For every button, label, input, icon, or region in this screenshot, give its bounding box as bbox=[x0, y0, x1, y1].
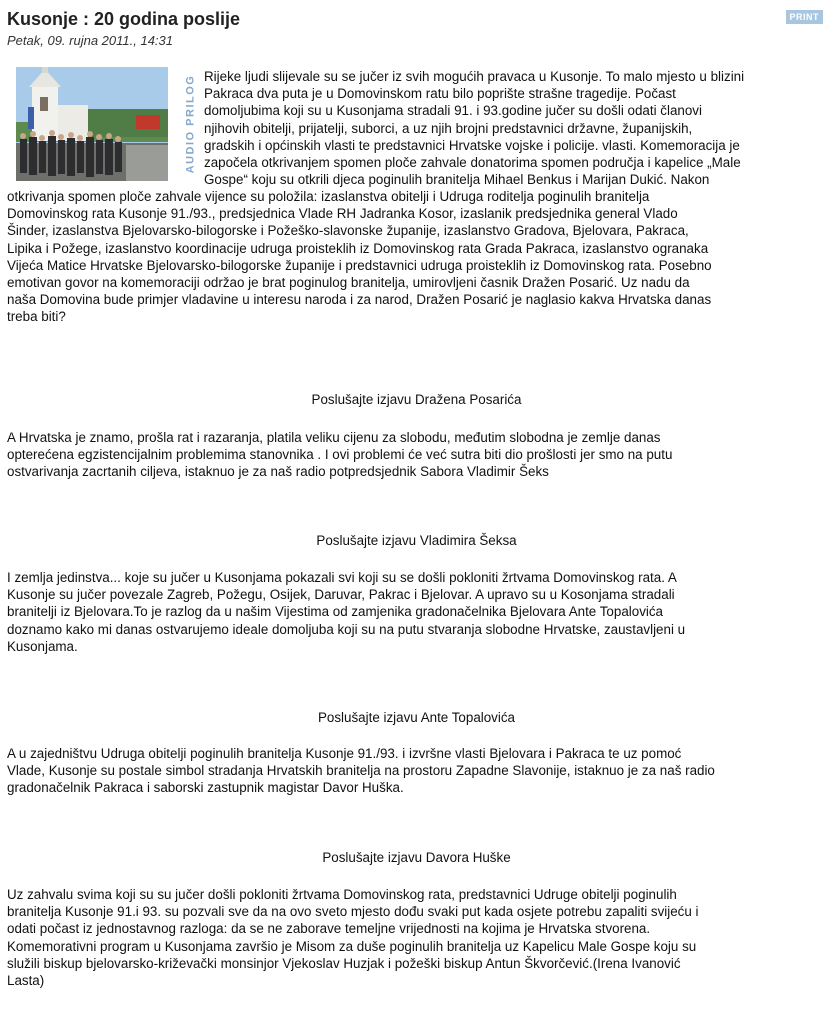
listen-link-seks[interactable]: Poslušajte izjavu Vladimira Šeksa bbox=[316, 533, 517, 548]
paragraph-1: otkrivanja spomen ploče zahvale vijence su položila: izaslanstva obitelji i Udruga roditelja poginulih branitelja Domovinskog rata Kusonje 91./93., predsjednica Vlade RH Jadranka Kosor, izaslanik predsjednika general Vlado Šinder, izaslanstva Bjelovarsko-bilogorske i Požeško-slavonske županije, izaslanstvo Gradova, Bjelovara, Pakraca, Lipika i Požege, izaslanstvo koordinacije udruga proisteklih iz Domovinskog rata Grada Pakraca, izaslanstvo ogranaka Vijeća Matice Hrvatske Bjelovarsko-bilogorske županije i predstavnici udruga proisteklih iz Domovinskog rata. Posebno emotivan govor na komemoraciji održao je brat poginulog branitelja, umirovljeni časnik Dražen Posarić. Uz nadu da naša Domovina bude primjer vladavine u interesu naroda i za narod, Dražen Posarić je naglasio kakva Hrvatska danas treba biti? bbox=[7, 189, 712, 325]
audio-prilog-label[interactable] bbox=[182, 70, 198, 178]
paragraph-2: A Hrvatska je znamo, prošla rat i razaranja, platila veliku cijenu za slobodu, međutim slobodna je zemlje danas opterećena egzistencijalnim problemima stanovnika . I ovi problemi će već sutra biti dio prošlosti jer smo na putu ostvarivanja zacrtanih ciljeva, istaknuo je za naš radio potpredsjednik Sabora Vladimir Šeks bbox=[7, 430, 673, 480]
print-button[interactable]: PRINT bbox=[786, 10, 824, 24]
article-title: Kusonje : 20 godina poslije bbox=[7, 9, 241, 29]
audio-prilog-text: AUDIO PRILOG bbox=[184, 74, 197, 174]
listen-link-topalovic[interactable]: Poslušajte izjavu Ante Topalovića bbox=[317, 710, 515, 725]
listen-link-huska[interactable]: Poslušajte izjavu Davora Huške bbox=[322, 850, 511, 865]
paragraph-3: I zemlja jedinstva... koje su jučer u Kusonjama pokazali svi koji su se došli pokloniti žrtvama Domovinskog rata. A Kusonje su jučer povezale Zagreb, Požegu, Osijek, Daruvar, Pakrac i Bjelovar. A upravo su u Kosonjama stradali branitelji iz Bjelovara.To je razlog da u našim Vijestima od zamjenika gradonačelnika Bjelovara Ante Topalovića doznamo kako mi danas ostvarujemo ideale domoljuba koji su na putu stvaranja slobodne Hrvatske, zaustavljeni u Kusonjama. bbox=[7, 570, 686, 654]
intro-paragraph: Rijeke ljudi slijevale su se jučer iz svih mogućih pravaca u Kusonje. To malo mjesto u blizini Pakraca dva puta je u Domovinskom ratu bilo poprište strašne tragedije. Počast domoljubima koji su u Kusonjama stradali 91. i 93.godine jučer su došli odati članovi njihovih obitelji, prijatelji, suborci, a uz njih brojni predstavnici državne, županijskih, gradskih i općinskih vlasti te predstavnici Hrvatske vojske i policije. vlasti. Komemoracija je započela otkrivanjem spomen ploče zahvale donatorima spomen područja i kapelice „Male Gospe“ koju su otkrili djeca poginulih branitelja Mihael Benkus i Marijan Dukić. Nakon bbox=[204, 69, 745, 188]
paragraph-4: A u zajedništvu Udruga obitelji poginulih branitelja Kusonje 91./93. i izvršne vlasti Bjelovara i Pakraca te uz pomoć Vlade, Kusonje su postale simbol stradanja Hrvatskih branitelja na prostoru Zapadne Slavonije, istaknuo je za naš radio gradonačelnik Pakraca i saborski zastupnik magistar Davor Huška. bbox=[7, 746, 715, 796]
article-photo bbox=[16, 67, 168, 181]
article-date: Petak, 09. rujna 2011., 14:31 bbox=[7, 33, 173, 48]
chapel-crowd-photo bbox=[16, 67, 168, 181]
listen-link-posaric[interactable]: Poslušajte izjavu Dražena Posarića bbox=[311, 392, 522, 407]
paragraph-5: Uz zahvalu svima koji su su jučer došli pokloniti žrtvama Domovinskog rata, predstavnici Udruge obitelji poginulih branitelja Kusonje 91.i 93. su pozvali sve da na ovo sveto mjesto dođu svaki put kada osjete potrebu zapaliti svijeću i odati počast iz jednostavnog razloga: da se ne zaborave temeljne vrijednosti na kojima je Hrvatska stvorena. Komemorativni program u Kusonjama završio je Misom za duše poginulih branitelja uz Kapelicu Male Gospe koju su služili biskup bjelovarsko-križevački monsinjor Vjekoslav Huzjak i požeški biskup Antun Škvorčević.(Irena Ivanović Lasta) bbox=[7, 887, 699, 989]
